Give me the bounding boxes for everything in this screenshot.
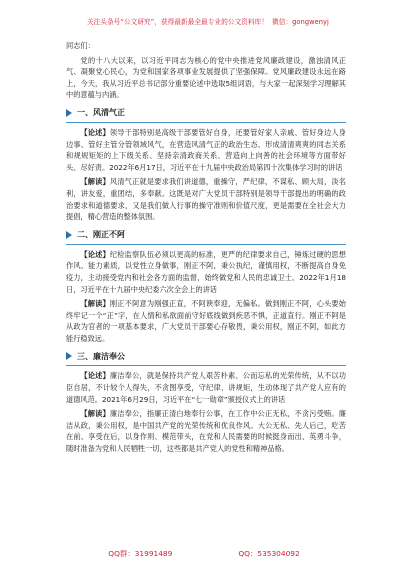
reading-label: 【解读】 xyxy=(80,409,110,419)
reading-text: 风清气正就是要求我们讲道德，重操守，严纪律，不谋私、顾大局，淡名利，讲友爱，重团结，多奉献。这既是对广大党员干部特别是领导干部提出的明确的政治要求和道德要求，又是我们做人行事的操守准则和价值尺度，更是需要在全社会大力提倡，精心营造的整体氛围。 xyxy=(66,177,346,222)
section-title: 一、风清气正 xyxy=(77,108,125,118)
triangle-bullet-icon xyxy=(66,109,72,117)
reading-text: 刚正不阿意为刚强正直，不阿谀奉迎，无偏私。做到刚正不阿，心头要始终牢记一个“正”字，在人情和私欲面前守好底线做到疾恶不惧，正道直行。刚正不阿是从政为官者的一项基本要求，广大党员干部要心存敬畏，秉公用权，刚正不阿，如此方能行稳致远。 xyxy=(66,299,346,343)
section-heading xyxy=(66,104,346,123)
footer-qq: QQ：535304092 xyxy=(238,549,300,558)
reading-text: 廉洁奉公，指廉正清白地奉行公事，在工作中公正无私，不贪污受贿。廉洁从政，秉公用权，是中国共产党的光荣传统和优良作风。大公无私、先人后己，吃苦在前、享受在后，以身作则、模范带头，在党和人民需要的时候挺身而出、英勇斗争，随时准备为党和人民牺牲一切，这些都是共产党人的党性和精神品格。 xyxy=(66,409,346,454)
reading-paragraph xyxy=(66,176,346,222)
document-body xyxy=(66,40,346,458)
footer-qq-group: QQ群：31991489 xyxy=(108,549,173,558)
discourse-text: 纪检监察队伍必须以更高的标准，更严的纪律要求自己，锤炼过硬的思想作风、能力素质，以党性立身做事，刚正不阿，秉公执纪，谨慎用权，不断提高自身免疫力，主动接受党内和社会各方面的监督，始终做党和人民的忠诚卫士。2022年1月18日，习近平在十九届中央纪委六次全会上的讲话 xyxy=(66,249,346,294)
section-title: 三、廉洁奉公 xyxy=(77,351,125,361)
discourse-label: 【论述】 xyxy=(80,371,110,381)
footer-contact xyxy=(0,548,408,562)
banner-text: 关注头条号“公文研究”，获得最新最全最专业的公文资料库！ xyxy=(86,18,269,26)
discourse-text: 领导干部特别是高级干部要管好自身，还要管好家人亲戚、管好身边人身边事、管好主管分管领域风气，在营造风清气正的政治生态、形成清清爽爽的同志关系和规规矩矩的上下级关系、坚持亲清政商关系、营造向上向善的社会环境等方面带好头、尽好责。2022年6月17日，习近平在十九届中央政治局第四十次集体学习时的讲话 xyxy=(66,127,346,172)
discourse-paragraph xyxy=(66,249,346,295)
triangle-bullet-icon xyxy=(66,352,72,360)
discourse-text: 廉洁奉公，就是保持共产党人艰苦朴素、公而忘私的光荣传统，从不以功臣自居，不计较个人得失，不贪图享受，守纪律、讲规矩，生动体现了共产党人应有的道德风范。2021年6月29日，习近平在“七一勋章”颁授仪式上的讲话 xyxy=(66,371,346,404)
triangle-bullet-icon xyxy=(66,231,72,239)
discourse-label: 【论述】 xyxy=(80,127,110,137)
section-heading xyxy=(66,226,346,245)
reading-label: 【解读】 xyxy=(80,299,110,309)
greeting: 同志们： xyxy=(66,41,95,50)
section-heading xyxy=(66,347,346,366)
section-title: 二、刚正不阿 xyxy=(77,230,125,240)
reading-paragraph xyxy=(66,408,346,454)
header-banner xyxy=(58,14,358,30)
intro-paragraph: 党的十八大以来，以习近平同志为核心的党中央推进党风廉政建设，激浊清风正气、凝聚党心民心，为党和国家各项事业发展提供了坚强保障。党风廉政建设永远在路上，今天，我从习近平总书记部分重要论述中选取5组词语，与大家一起深刻学习理解其中的意蕴与内涵。 xyxy=(66,55,346,100)
reading-paragraph xyxy=(66,298,346,344)
discourse-paragraph xyxy=(66,127,346,173)
reading-label: 【解读】 xyxy=(80,177,110,187)
banner-wechat: 微信：gongwenyj xyxy=(272,18,329,26)
discourse-label: 【论述】 xyxy=(80,249,110,259)
discourse-paragraph xyxy=(66,370,346,405)
